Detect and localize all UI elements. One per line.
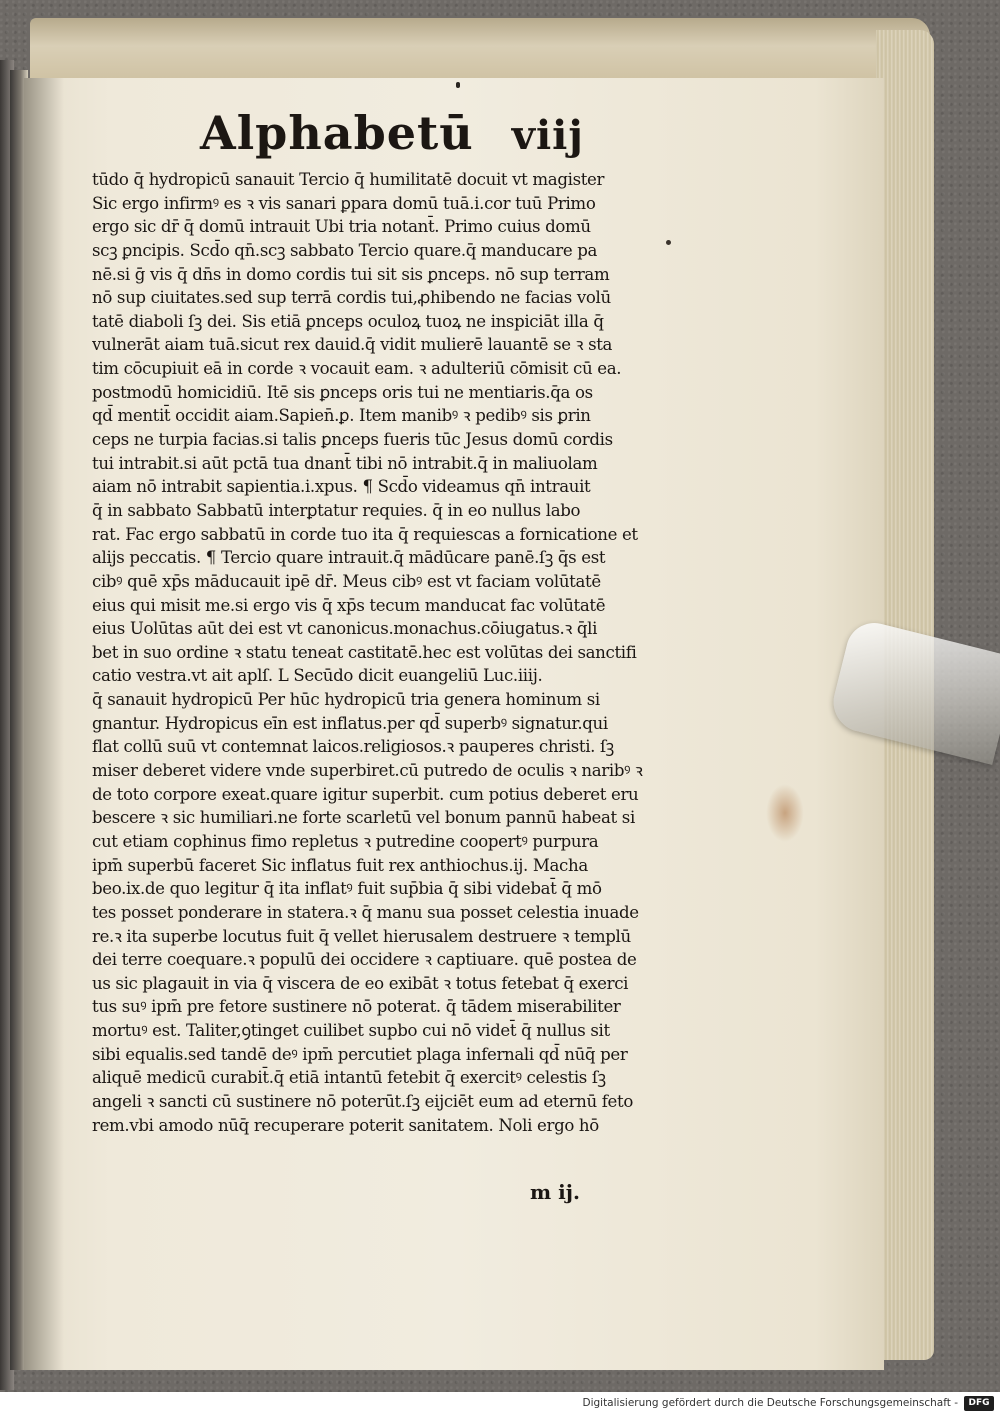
text-line: tūdo q̄ hydropicū sanauit Tercio q̄ humilitatē docuit vt magister: [92, 170, 605, 189]
text-line: aliquē medicū curabit̄.q̄ etiā intantū fetebit q̄ exercitꝰ celestis ſꝫ: [92, 1068, 606, 1088]
text-line: catio vestra.vt ait aplſ. L Secūdo dicit euangeliū Luc.iiij.: [92, 666, 543, 686]
text-line: de toto corpore exeat.quare igitur superbit. cum potius deberet eru: [92, 784, 639, 804]
text-line: ergo sic dr̄ q̄ domū intrauit Ubi tria notant̄. Primo cuius domū: [92, 217, 591, 237]
text-line: bescere ꝛ sic humiliari.ne forte scarletū vel bonum pannū habeat si: [92, 808, 635, 828]
funding-credit: Digitalisierung gefördert durch die Deutsche Forschungsgemeinschaft -: [582, 1397, 958, 1409]
text-line: tes posset ponderare in statera.ꝛ q̄ manu sua posset celestia inuade: [92, 902, 639, 922]
text-line: nō sup ciuitates.sed sup terrā cordis tui,ꝓhibendo ne facias volū: [92, 288, 611, 308]
text-line: eius qui misit me.si ergo vis q̄ xp̄s tecum manducat fac volūtatē: [92, 595, 606, 615]
text-line: rem.vbi amodo nūq̄ recuperare poterit sanitatem. Noli ergo hō: [92, 1115, 599, 1135]
text-line: ceps ne turpia facias.si talis ꝑnceps fueris tūc Jesus domū cordis: [92, 430, 613, 450]
text-line: cut etiam cophinus fimo repletus ꝛ putredine coopertꝰ purpura: [92, 831, 599, 851]
page-stain: [766, 784, 804, 842]
body-text: [92, 168, 656, 1137]
text-line: beo.ix.de quo legitur q̄ ita inflatꝰ fuit sup̄bia q̄ sibi videbat̄ q̄ mō: [92, 879, 602, 899]
footer-bar: [0, 1392, 1000, 1416]
text-line: tim cōcupiuit eā in corde ꝛ vocauit eam. ꝛ adulteriū cōmisit cū ea.: [92, 359, 622, 379]
text-line: scꝫ ꝑncipis. Scd̄o qn̄.scꝫ sabbato Tercio quare.q̄ manducare pa: [92, 240, 598, 260]
text-line: tatē diaboli ſꝫ dei. Sis etiā ꝑnceps oculoꝝ tuoꝝ ne inspiciāt illa q̄: [92, 311, 604, 331]
text-line: miser deberet videre vnde superbiret.cū putredo de oculis ꝛ naribꝰ ꝛ: [92, 761, 643, 781]
text-line: postmodū homicidiū. Itē sis ꝑnceps oris tui ne mentiaris.q̄a os: [92, 382, 593, 402]
text-line: rat. Fac ergo sabbatū in corde tuo ita q̄ requiescas a fornicatione et: [92, 524, 638, 544]
text-line: bet in suo ordine ꝛ statu teneat castitatē.hec est volūtas dei sanctifi: [92, 642, 637, 662]
text-line: ipm̄ superbū faceret Sic inflatus fuit rex anthiochus.ij. Macha: [92, 855, 588, 875]
text-line: dei terre coequare.ꝛ populū dei occidere ꝛ captiuare. quē postea de: [92, 950, 637, 970]
signature-mark: m ij.: [530, 1180, 580, 1204]
text-line: re.ꝛ ita superbe locutus fuit q̄ vellet hierusalem destruere ꝛ templū: [92, 926, 631, 946]
text-line: qd̄ mentit̄ occidit aiam.Sapien̄.ꝑ. Item manibꝰ ꝛ pedibꝰ sis ꝑrin: [92, 406, 591, 426]
text-line: flat collū suū vt contemnat laicos.religiosos.ꝛ pauperes christi. ſꝫ: [92, 737, 614, 757]
ink-speck: [666, 240, 671, 245]
ink-speck: [456, 82, 460, 88]
text-line: vulnerāt aiam tuā.sicut rex dauid.q̄ vidit mulierē lauantē se ꝛ sta: [92, 335, 613, 355]
text-line: gnantur. Hydropicus eīn est inflatus.per qd̄ superbꝰ signatur.qui: [92, 713, 608, 733]
text-line: angeli ꝛ sancti cū sustinere nō poterūt.ſꝫ eijciēt eum ad eternū feto: [92, 1091, 633, 1111]
text-line: q̄ sanauit hydropicū Per hūc hydropicū tria genera hominum si: [92, 690, 600, 710]
text-line: aiam nō intrabit sapientia.i.xpus. ¶ Scd̄o videamus qn̄ intrauit: [92, 477, 591, 497]
text-line: us sic plagauit in via q̄ viscera de eo exibāt ꝛ totus fetebat q̄ exerci: [92, 973, 629, 993]
text-line: Sic ergo infirmꝰ es ꝛ vis sanari ꝑpara domū tuā.i.cor tuū Primo: [92, 193, 596, 213]
text-line: eius Uolūtas aūt dei est vt canonicus.monachus.cōiugatus.ꝛ q̄li: [92, 619, 598, 639]
text-line: tui intrabit.si aūt pctā tua dnant̄ tibi nō intrabit.q̄ in maliuolam: [92, 453, 598, 473]
page-fold-shadow: [24, 78, 64, 1370]
header-folio-number: viij: [511, 112, 584, 159]
text-line: alijs peccatis. ¶ Tercio quare intrauit.q̄ mādūcare panē.ſꝫ q̄s est: [92, 548, 606, 568]
text-line: q̄ in sabbato Sabbatū interꝑtatur requies. q̄ in eo nullus labo: [92, 500, 581, 520]
running-header: [200, 106, 600, 166]
text-line: cibꝰ quē xp̄s māducauit ipē dr̄. Meus cibꝰ est vt faciam volūtatē: [92, 571, 601, 591]
dfg-logo: DFG: [964, 1396, 994, 1411]
text-line: nē.si ḡ vis q̄ dn̄s in domo cordis tui sit sis ꝑnceps. nō sup terram: [92, 264, 610, 284]
text-line: mortuꝰ est. Taliter,ꝯtinget cuilibet supbo cui nō videt̄ q̄ nullus sit: [92, 1021, 610, 1041]
text-line: sibi equalis.sed tandē deꝰ ipm̄ percutiet plaga infernali qd̄ nūq̄ per: [92, 1044, 628, 1064]
header-title: Alphabetū: [200, 106, 474, 160]
text-line: tus suꝰ ipm̄ pre fetore sustinere nō poterat. q̄ tādem miserabiliter: [92, 997, 621, 1017]
